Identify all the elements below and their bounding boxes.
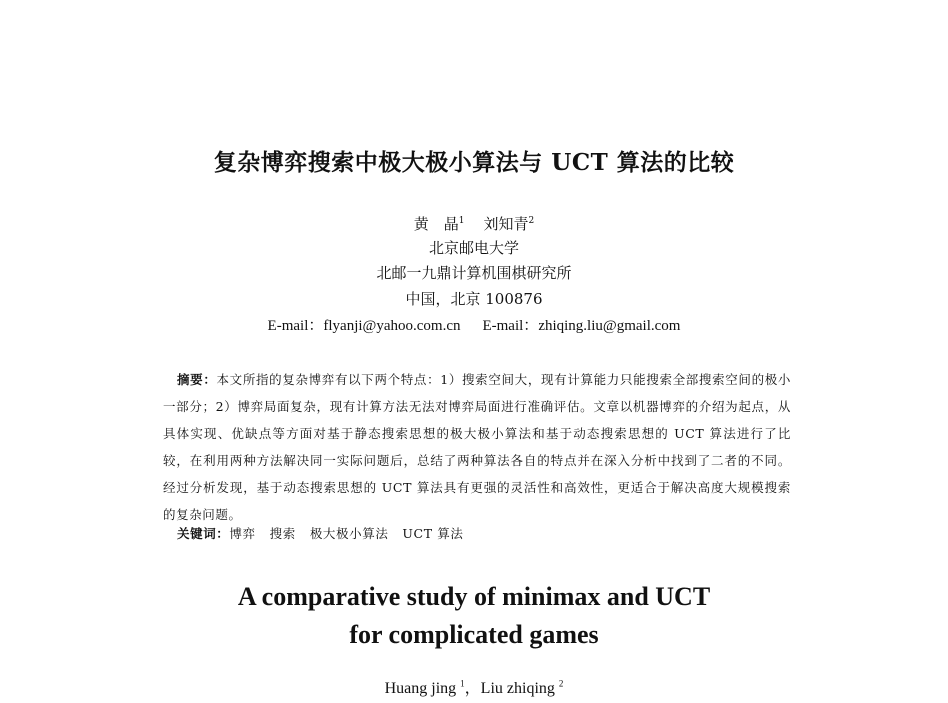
author-list [0,213,948,234]
english-title-line: for complicated games [349,620,599,649]
author-name: Liu zhiqing [480,680,555,697]
keyword: 极大极小算法 [309,526,389,541]
author-superscript: 2 [528,216,535,226]
author-name: 黄 晶 [413,215,459,233]
author-name: Huang jing [384,680,457,697]
author-superscript: 1 [460,678,465,689]
keywords [177,524,477,542]
keyword: UCT 算法 [402,526,464,541]
email-label: E-mail： [482,318,539,334]
keywords-label: 关键词： [177,526,230,541]
email-address: zhiqing.liu@gmail.com [538,318,681,334]
author-superscript: 2 [558,678,564,689]
email-label: E-mail： [267,318,324,334]
abstract-text: 本文所指的复杂博弈有以下两个特点：1）搜索空间大，现有计算能力只能搜索全部搜索空间的极小一部分；2）博弈局面复杂，现有计算方法无法对博弈局面进行准确评估。文章以机器博弈的介绍为起点，从具体实现、优缺点等方面对基于静态搜索思想的极大极小算法和基于动态搜索思想的 UCT 算法进行了比较，在利用两种方法解决同一实际问题后，总结了两种算法各自的特点并在深入分析中找到了二者的不同。经过分析发现，基于动态搜索思想的 UCT 算法具有更强的灵活性和高效性，更适合于解决高度大规模搜索的复杂问题。 [163,372,791,522]
author-name: 刘知青 [483,215,529,233]
author-superscript: 1 [458,216,465,226]
email-address: flyanji@yahoo.com.cn [323,318,461,334]
chinese-title: 复杂博弈搜索中极大极小算法与 UCT 算法的比较 [213,149,735,176]
keyword: 博弈 [229,526,256,541]
abstract [163,366,791,528]
email-line [0,314,948,335]
affiliation: 北京邮电大学 [428,239,519,257]
english-author-list: Huang jing $^1$，Liu zhiqing $^2$ [384,678,564,697]
affiliation: 中国，北京 100876 [405,290,543,308]
affiliation: 北邮一九鼎计算机围棋研究所 [376,264,572,282]
abstract-label: 摘要： [177,372,217,387]
keyword: 搜索 [269,526,296,541]
english-title-line: A comparative study of minimax and UCT [237,582,711,611]
english-title [0,578,948,654]
